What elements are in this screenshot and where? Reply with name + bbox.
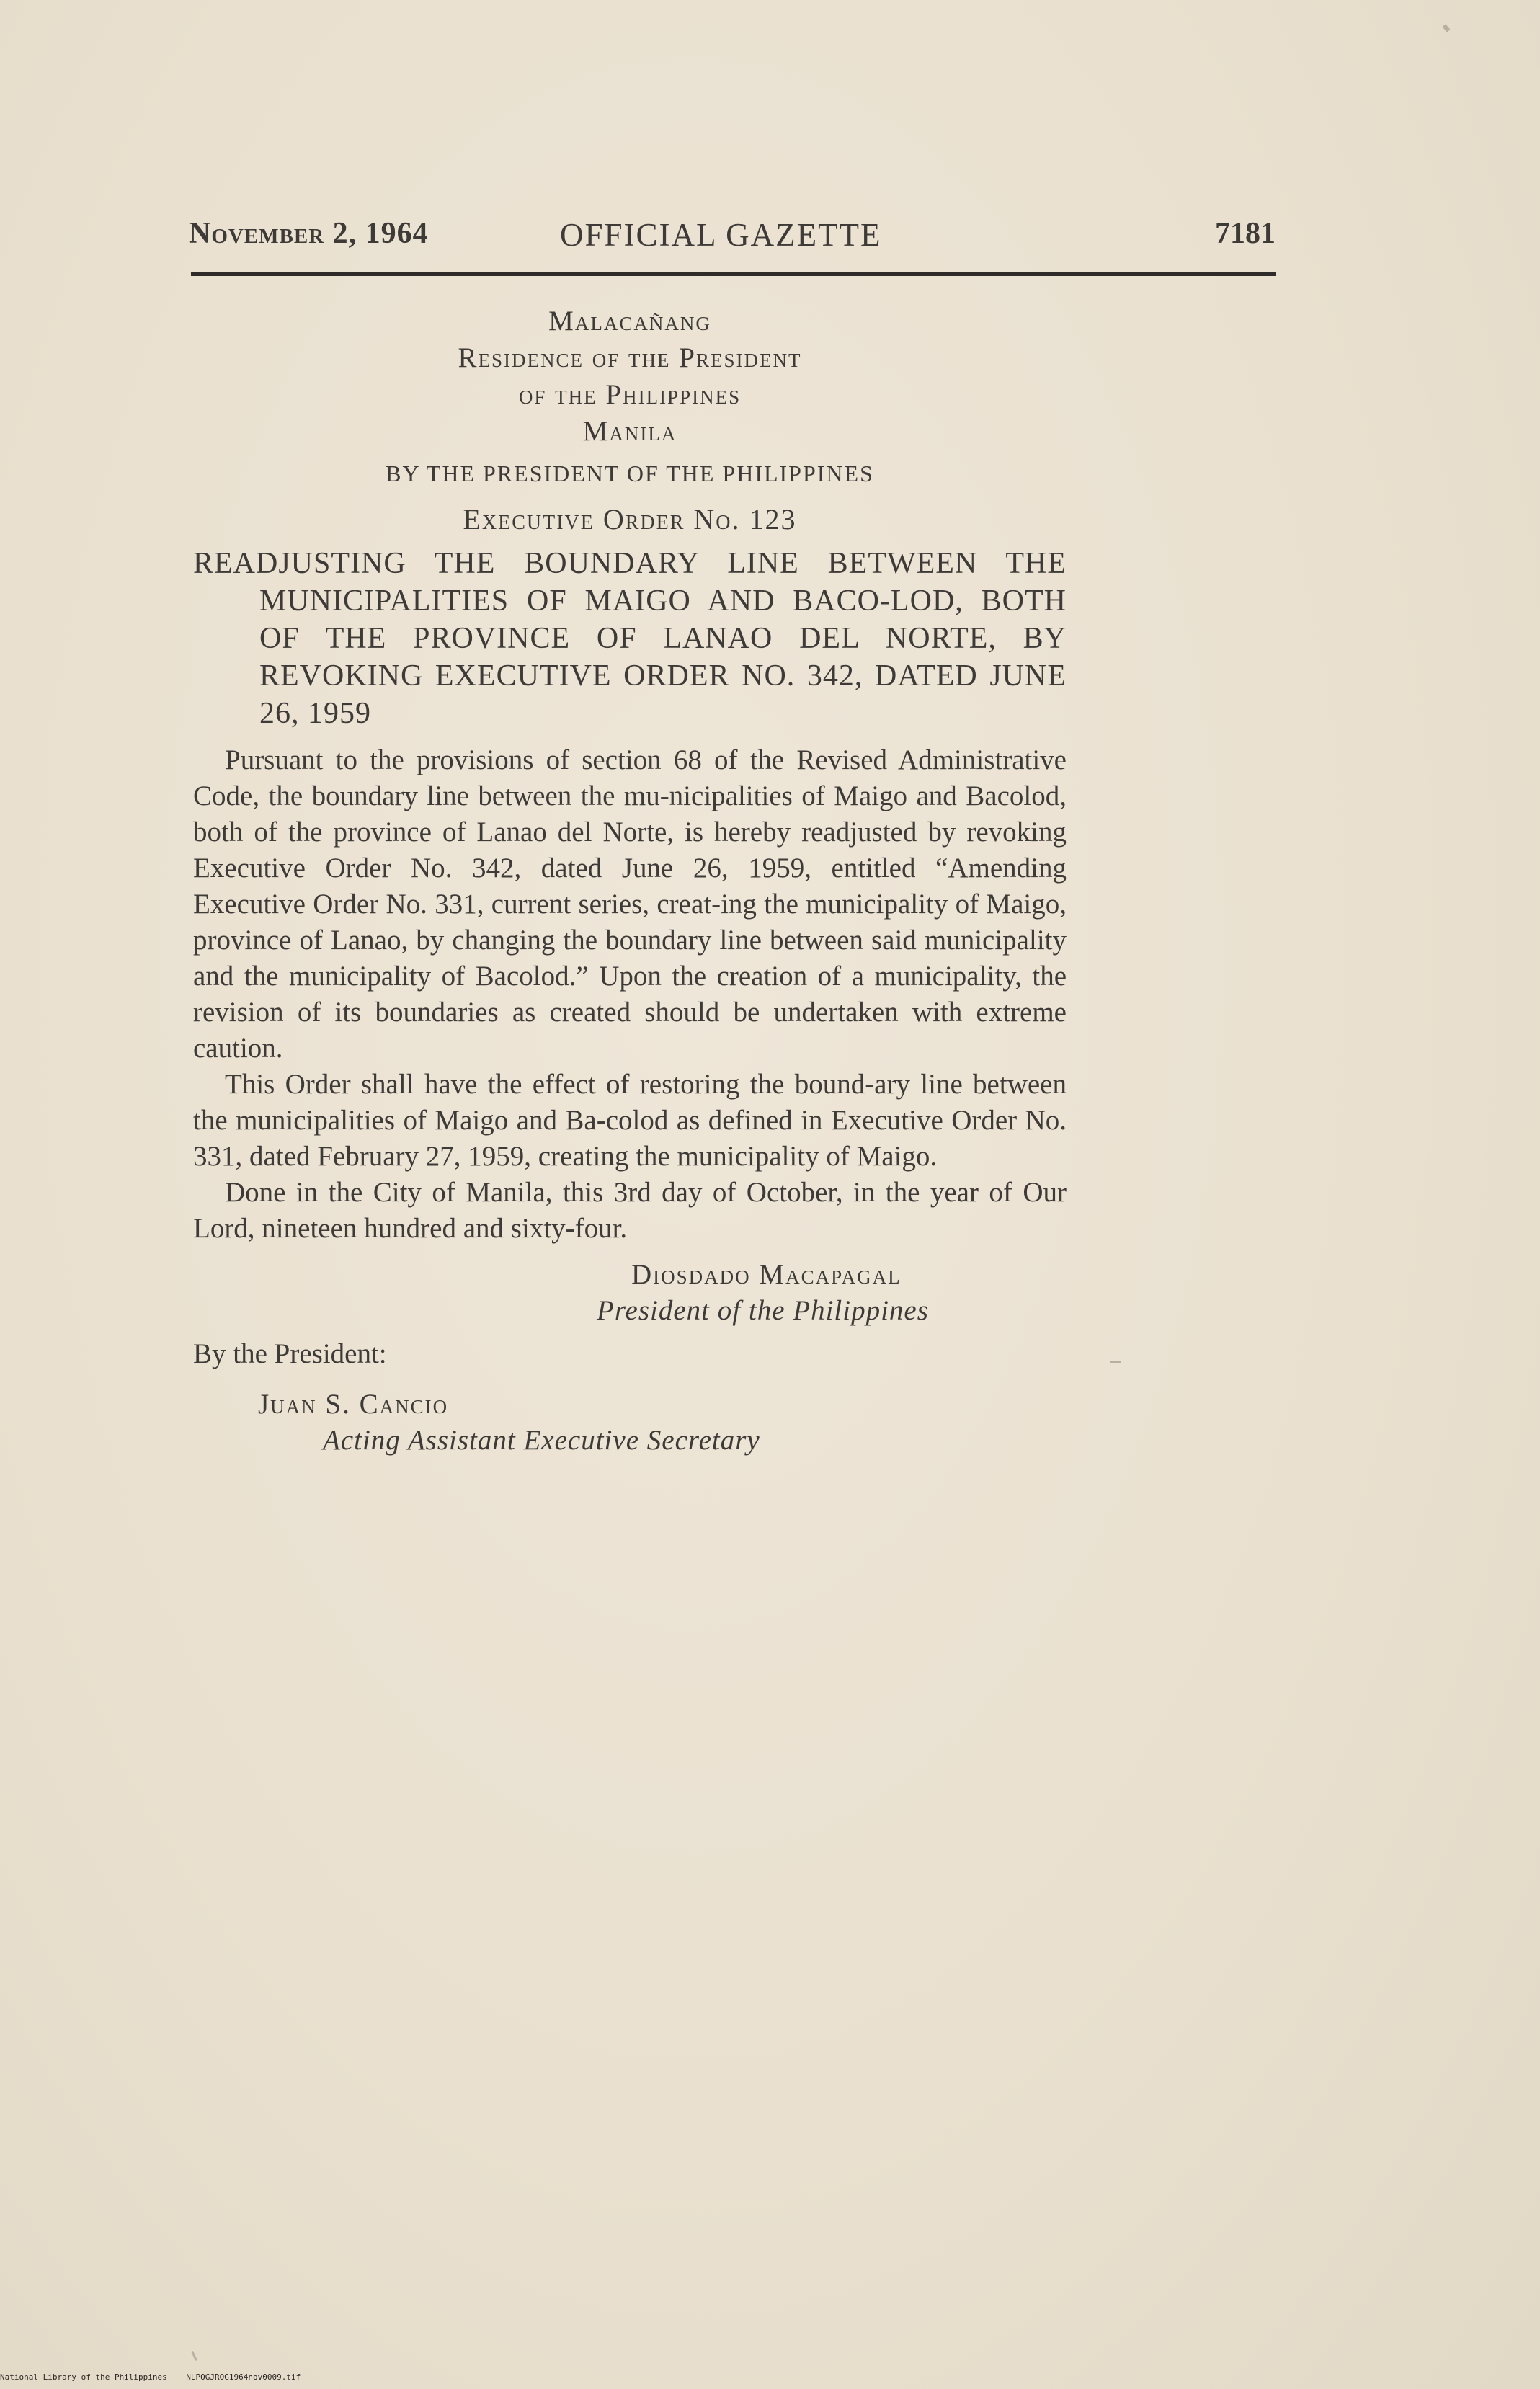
office-line-2: Residence of the President xyxy=(458,342,802,373)
page-number: 7181 xyxy=(1215,217,1276,250)
body-paragraph-1: Pursuant to the provisions of section 68 of the Revised Administrative Code, the boundary line between the mu-nicipalities of Maigo and Bacolod, both of the province of Lanao del Norte, is hereby readjusted by revoking Executive Order No. 342, dated June 26, 1959, entitled “Amending Executive Order No. 331, current series, creat-ing the municipality of Maigo, province of Lanao, by changing the boundary line between said municipality and the municipality of Bacolod.” Upon the creation of a municipality, the revision of its boundaries as created should be undertaken with extreme caution. xyxy=(193,744,1067,1064)
signatory-name: Diosdado Macapagal xyxy=(631,1259,902,1290)
paper-mark xyxy=(1442,24,1450,32)
by-the-president: By the President: xyxy=(193,1338,387,1369)
body-paragraph-2: This Order shall have the effect of restoring the bound-ary line between the municipalities of Maigo and Ba-colod as defined in Executive Order No. 331, dated February 27, 1959, creating the municipality of Maigo. xyxy=(193,1069,1067,1172)
countersignature-block xyxy=(258,1387,1067,1459)
scan-footer xyxy=(0,2372,301,2382)
office-line-3: of the Philippines xyxy=(518,379,742,410)
office-line-1: Malacañang xyxy=(548,306,711,337)
publication-title: OFFICIAL GAZETTE xyxy=(560,217,882,253)
order-caption: READJUSTING THE BOUNDARY LINE BETWEEN THE MUNICIPALITIES OF MAIGO AND BACO-LOD, BOTH OF THE PROVINCE OF LANAO DEL NORTE, BY REVOKING EXECUTIVE ORDER NO. 342, DATED JUNE 26, 1959 xyxy=(193,547,1067,730)
footer-file: NLPOGJROG1964nov0009.tif xyxy=(186,2372,301,2382)
body-paragraph-3: Done in the City of Manila, this 3rd day of October, in the year of Our Lord, nineteen hundred and sixty-four. xyxy=(193,1177,1067,1244)
paper-mark xyxy=(191,2351,197,2361)
header-rule xyxy=(191,272,1276,276)
order-number: Executive Order No. 123 xyxy=(463,503,797,535)
byline: BY THE PRESIDENT OF THE PHILIPPINES xyxy=(386,461,874,486)
signature-block xyxy=(597,1257,1067,1329)
countersignatory-name: Juan S. Cancio xyxy=(258,1389,449,1420)
document-body xyxy=(193,303,1067,1459)
header-date: November 2, 1964 xyxy=(189,217,429,250)
paper-mark xyxy=(1110,1361,1121,1363)
page-header xyxy=(189,216,1276,267)
office-line-4: Manila xyxy=(582,416,677,447)
countersignatory-title: Acting Assistant Executive Secretary xyxy=(323,1425,760,1456)
signatory-title: President of the Philippines xyxy=(597,1295,929,1326)
footer-library: National Library of the Philippines xyxy=(0,2372,167,2382)
